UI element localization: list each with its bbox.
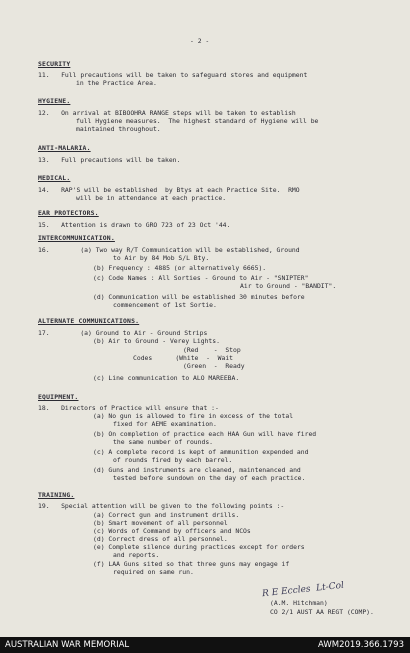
text-line: Codes (White - Wait <box>133 354 234 362</box>
text-line: (b) Smart movement of all personnel <box>93 519 228 527</box>
text-line: 17. (a) Ground to Air - Ground Strips <box>38 329 208 337</box>
text-line: in the Practice Area. <box>76 79 157 87</box>
section-heading: TRAINING. <box>38 491 75 499</box>
text-line: (c) Line communication to ALO MAREEBA. <box>93 374 240 382</box>
section-heading: HYGIENE. <box>38 97 71 105</box>
text-line: Air to Ground - "BANDIT". <box>240 282 337 290</box>
footer-record-id: AWM2019.366.1793 <box>318 640 404 650</box>
text-line: (b) Air to Ground - Verey Lights. <box>93 337 220 345</box>
text-line: fixed for AEME examination. <box>113 420 217 428</box>
text-line: 18. Directors of Practice will ensure that :- <box>38 404 219 412</box>
text-line: the same number of rounds. <box>113 438 214 446</box>
text-line: (d) Communication will be established 30 minutes before <box>93 293 305 301</box>
text-line: 12. On arrival at BIBOOHRA RANGE steps will be taken to establish <box>38 109 296 117</box>
footer-archive-name: AUSTRALIAN WAR MEMORIAL <box>5 640 130 650</box>
section-heading: INTERCOMMUNICATION. <box>38 234 115 242</box>
text-line: 15. Attention is drawn to GRO 723 of 23 Oct '44. <box>38 221 231 229</box>
text-line: full Hygiene measures. The highest standard of Hygiene will be <box>76 117 319 125</box>
text-line: (A.M. Hitchman) <box>270 599 328 607</box>
text-line: (c) Code Names : All Sorties - Ground to Air - "SNIPTER" <box>93 274 309 282</box>
handwritten-signature: R E Eccles Lt-Col <box>261 580 345 600</box>
text-line: (c) Words of Command by officers and NCOs <box>93 527 251 535</box>
section-heading: ALTERNATE COMMUNICATIONS. <box>38 317 140 325</box>
text-line: (e) Complete silence during practices except for orders <box>93 543 305 551</box>
text-line: (b) On completion of practice each HAA Gun will have fired <box>93 430 317 438</box>
text-line: 19. Special attention will be given to the following points :- <box>38 502 285 510</box>
text-line: commencement of 1st Sortie. <box>113 301 217 309</box>
text-line: 16. (a) Two way R/T Communication will be established, Ground <box>38 246 300 254</box>
section-heading: MEDICAL. <box>38 174 71 182</box>
text-line: CO 2/1 AUST AA REGT (COMP). <box>270 608 374 616</box>
text-line: (Red - Stop <box>183 346 241 354</box>
section-heading: EAR PROTECTORS. <box>38 209 99 217</box>
text-line: of rounds fired by each barrel. <box>113 456 233 464</box>
text-line: (b) Frequency : 4885 (or alternatively 6665). <box>93 264 267 272</box>
text-line: 11. Full precautions will be taken to safeguard stores and equipment <box>38 71 308 79</box>
text-line: will be in attendance at each practice. <box>76 194 227 202</box>
text-line: to Air by 84 Mob S/L Bty. <box>113 254 210 262</box>
section-heading: ANTI-MALARIA. <box>38 144 91 152</box>
text-line: 13. Full precautions will be taken. <box>38 156 181 164</box>
archive-footer <box>0 637 410 653</box>
text-line: and reports. <box>113 551 160 559</box>
text-line: (Green - Ready <box>183 362 245 370</box>
text-line: (d) Correct dress of all personnel. <box>93 535 228 543</box>
text-line: (f) LAA Guns sited so that three guns may engage if <box>93 560 290 568</box>
page-number: - 2 - <box>190 37 210 45</box>
text-line: required on same run. <box>113 568 194 576</box>
text-line: maintained throughout. <box>76 125 161 133</box>
section-heading: EQUIPMENT. <box>38 393 79 401</box>
text-line: (c) A complete record is kept of ammunition expended and <box>93 448 309 456</box>
text-line: tested before sundown on the day of each practice. <box>113 474 306 482</box>
section-heading: SECURITY <box>38 60 71 68</box>
text-line: (d) Guns and instruments are cleaned, maintenanced and <box>93 466 301 474</box>
text-line: (a) No gun is allowed to fire in excess of the total <box>93 412 294 420</box>
text-line: (a) Correct gun and instrument drills. <box>93 511 240 519</box>
text-line: 14. RAP'S will be established by Btys at each Practice Site. RMO <box>38 186 300 194</box>
